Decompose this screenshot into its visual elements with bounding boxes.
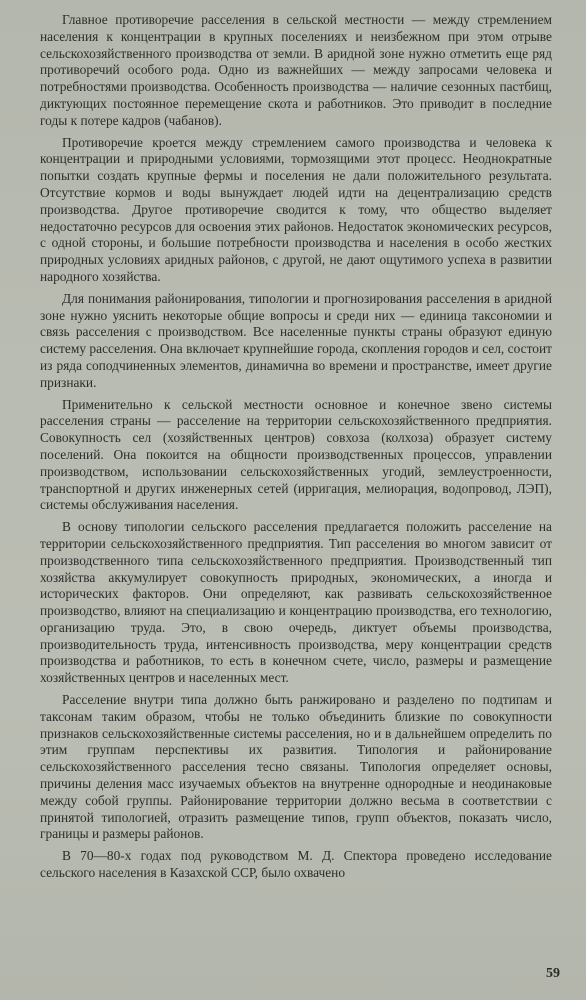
- paragraph-4: Применительно к сельской местности основное и конечное звено системы расселения страны — расселение на территории сельскохозяйственного предприятия. Совокупность сел (хозяйственных центров) совхоза (колхоза) образует систему поселений. Она покоится на общности производственных процессов, управлении производством, использовании сельскохозяйственных угодий, землеустроенности, транспортной и других инженерных сетей (ирригация, мелиорация, водопровод, ЛЭП), системы обслуживания населения.: [40, 396, 552, 513]
- paragraph-2: Противоречие кроется между стремлением самого производства и человека к концентрации и природными условиями, тормозящими этот процесс. Неоднократные попытки создать крупные фермы и поселения не дали положительного результата. Отсутствие кормов и воды вынуждает людей идти на децентрализацию средств производства. Другое противоречие сводится к тому, что общество выделяет недостаточно ресурсов для освоения этих районов. Недостаток экономических ресурсов, с одной стороны, и большие потребности производства и населения в особо жестких природных условиях аридных районов, с другой, не дают ощутимого успеха в развитии народного хозяйства.: [40, 134, 552, 284]
- paragraph-1: Главное противоречие расселения в сельской местности — между стремлением населения к концентрации в крупных поселениях и неизбежном при этом отрыве сельскохозяйственного производства от земли. В аридной зоне нужно отметить еще ряд противоречий особого рода. Одно из важнейших — между запросами человека и потребностями производства. Особенность производства — наличие сезонных пастбищ, диктующих постоянное перемещение скота и работников. Это приводит в последние годы к потере кадров (чабанов).: [40, 12, 552, 128]
- paragraph-7: В 70—80-х годах под руководством М. Д. Спектора проведено исследование сельского населения в Казахской ССР, было охвачено: [40, 848, 552, 881]
- text-column: [40, 12, 552, 887]
- paragraph-6: Расселение внутри типа должно быть ранжировано и разделено по подтипам и таксонам таким образом, чтобы не только объединить близкие по совокупности признаков сельскохозяйственные системы расселения, но и в дальнейшем определить по этим группам перспективы их развития. Типология и районирование сельскохозяйственного расселения тесно связаны. Типология определяет основы, причины деления масс изучаемых объектов на внутренне однородные и неодинаковые между собой группы. Районирование территории должно весьма в соответствии с принятой типологией, отразить размещение типов, групп объектов, показать число, границы и размеры районов.: [40, 692, 552, 842]
- paragraph-5: В основу типологии сельского расселения предлагается положить расселение на территории сельскохозяйственного предприятия. Тип расселения во многом зависит от производственного типа сельскохозяйственного предприятия. Производственный тип хозяйства аккумулирует совокупность природных, экономических, а иногда и исторических факторов. Они определяют, как развивать сельскохозяйственное производство, влияют на специализацию и концентрацию производства, его технологию, организацию труда. Это, в свою очередь, диктует объемы производства, производительность труда, интенсивность производства, меру концентрации средств производства и работников, то есть в конечном счете, число, размеры и размещение хозяйственных центров и населенных мест.: [40, 519, 552, 686]
- paragraph-3: Для понимания районирования, типологии и прогнозирования расселения в аридной зоне нужно уяснить некоторые общие вопросы и среди них — единица таксономии и связь расселения с производством. Все населенные пункты страны образуют единую систему расселения. Она включает крупнейшие города, скопления городов и сел, состоит из ряда соподчиненных элементов, динамична во времени и пространстве, имеет другие признаки.: [40, 290, 552, 390]
- page-number: 59: [546, 966, 560, 981]
